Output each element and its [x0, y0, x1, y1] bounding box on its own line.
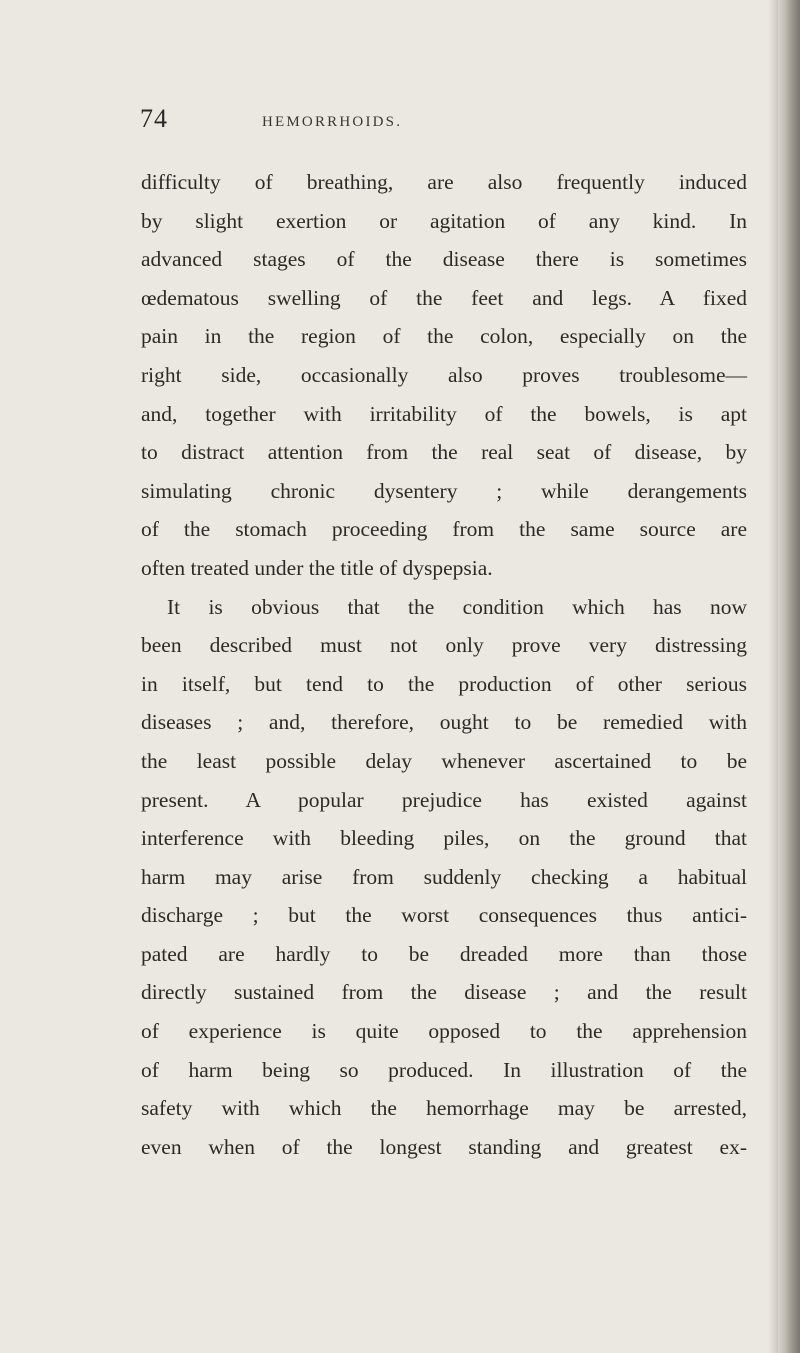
text-line: interference with bleeding piles, on the ground that [141, 826, 747, 851]
text-line: diseases ; and, therefore, ought to be remedied with [141, 710, 747, 735]
text-line: directly sustained from the disease ; and the result [141, 980, 747, 1005]
text-line: even when of the longest standing and greatest ex- [141, 1134, 747, 1159]
text-line: pain in the region of the colon, especially on the [141, 324, 747, 349]
text-line: discharge ; but the worst consequences thus antici- [141, 903, 747, 928]
text-line: present. A popular prejudice has existed against [141, 787, 747, 812]
text-line: harm may arise from suddenly checking a habitual [141, 864, 747, 889]
running-title: HEMORRHOIDS. [262, 114, 403, 130]
text-line: of experience is quite opposed to the apprehension [141, 1019, 747, 1044]
text-line: of harm being so produced. In illustration of the [141, 1057, 747, 1082]
text-line: and, together with irritability of the bowels, is apt [141, 401, 747, 426]
text-line: been described must not only prove very distressing [141, 633, 747, 658]
text-line: often treated under the title of dyspepsia. [141, 555, 493, 580]
text-line: advanced stages of the disease there is sometimes [141, 247, 747, 272]
text-line: difficulty of breathing, are also frequently induced [141, 170, 747, 194]
text-line: simulating chronic dysentery ; while derangements [141, 478, 747, 503]
text-line: by slight exertion or agitation of any kind. In [141, 208, 747, 233]
text-line: right side, occasionally also proves troublesome— [141, 362, 747, 387]
page-edge-shadow [778, 0, 800, 1353]
text-line: in itself, but tend to the production of other serious [141, 671, 747, 696]
body-text [141, 163, 747, 1166]
text-line: the least possible delay whenever ascertained to be [141, 748, 747, 773]
paragraph-start-line: It is obvious that the condition which has now [167, 594, 747, 619]
text-line: to distract attention from the real seat of disease, by [141, 440, 747, 465]
running-head [140, 100, 740, 140]
text-line: œdematous swelling of the feet and legs. A fixed [141, 285, 747, 310]
text-line: pated are hardly to be dreaded more than those [141, 941, 747, 966]
page-number: 74 [140, 104, 168, 133]
text-line: of the stomach proceeding from the same source are [141, 517, 747, 542]
text-line: safety with which the hemorrhage may be arrested, [141, 1096, 747, 1121]
